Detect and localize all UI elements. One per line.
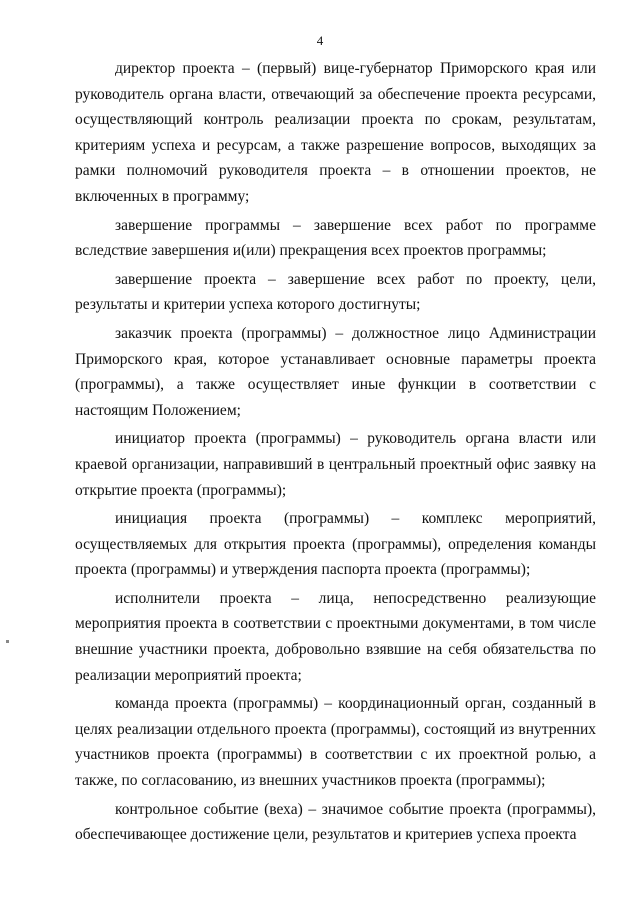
paragraph-project-customer: заказчик проекта (программы) – должностное лицо Администрации Приморского края, которое устанавливает основные параметры проекта (программы), а также осуществляет иные функции в соответствии с настоящим Положением; [75, 324, 596, 419]
paragraph-project-director: директор проекта – (первый) вице-губернатор Приморского края или руководитель органа власти, отвечающий за обеспечение проекта ресурсами, осуществляющий контроль реализации проекта по срокам, результатам, критериям успеха и ресурсам, а также разрешение вопросов, выходящих за рамки полномочий руководителя проекта – в отношении проектов, не включенных в программу; [75, 60, 596, 205]
scan-speck [6, 640, 9, 643]
paragraph-program-completion: завершение программы – завершение всех работ по программе вследствие завершения и(или) прекращения всех проектов программы; [75, 216, 596, 260]
page-number: 4 [316, 33, 324, 48]
document-body [75, 56, 596, 848]
paragraph-project-executors: исполнители проекта – лица, непосредственно реализующие мероприятия проекта в соответствии с проектными документами, в том числе внешние участники проекта, добровольно взявшие на себя обязательства по реализации мероприятий проекта; [75, 589, 596, 684]
paragraph-milestone: контрольное событие (веха) – значимое событие проекта (программы), обеспечивающее достижение цели, результатов и критериев успеха проекта [75, 800, 596, 844]
paragraph-project-initiator: инициатор проекта (программы) – руководитель органа власти или краевой организации, направивший в центральный проектный офис заявку на открытие проекта (программы); [75, 430, 596, 499]
paragraph-project-initiation: инициация проекта (программы) – комплекс мероприятий, осуществляемых для открытия проекта (программы), определения команды проекта (программы) и утверждения паспорта проекта (программы); [75, 510, 596, 579]
paragraph-project-team: команда проекта (программы) – координационный орган, созданный в целях реализации отдельного проекта (программы), состоящий из внутренних участников проекта (программы) в соответствии с их проектной ролью, а также, по согласованию, из внешних участников проекта (программы); [75, 695, 596, 790]
paragraph-project-completion: завершение проекта – завершение всех работ по проекту, цели, результаты и критерии успеха которого достигнуты; [75, 270, 596, 314]
